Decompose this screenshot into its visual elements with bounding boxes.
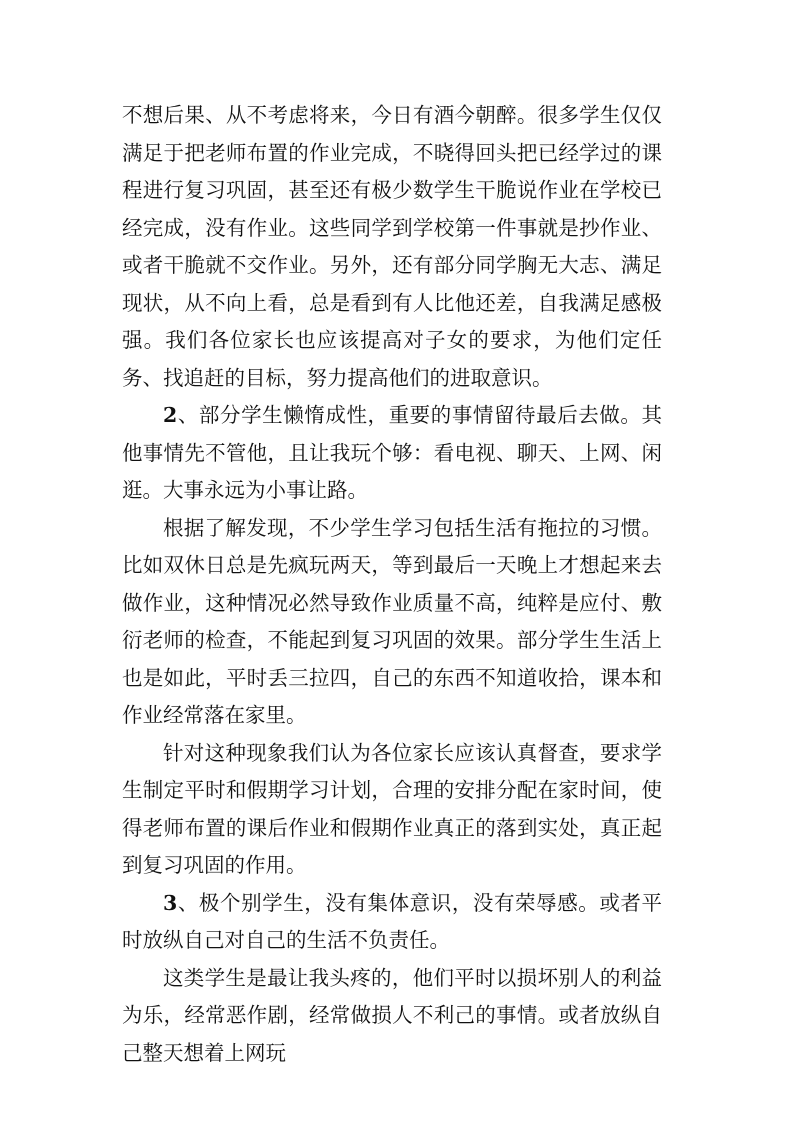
paragraph-2-text: 、部分学生懒惰成性，重要的事情留待最后去做。其他事情先不管他，且让我玩个够：看电视、聊天、上网、闲逛。大事永远为小事让路。 <box>122 403 662 502</box>
paragraph-3 <box>122 510 662 735</box>
paragraph-1-text: 不想后果、从不考虑将来，今日有酒今朝醉。很多学生仅仅满足于把老师布置的作业完成，不晓得回头把已经学过的课程进行复习巩固，甚至还有极少数学生干脆说作业在学校已经完成，没有作业。这些同学到学校第一件事就是抄作业、或者干脆就不交作业。另外，还有部分同学胸无大志、满足现状，从不向上看，总是看到有人比他还差，自我满足感极强。我们各位家长也应该提高对子女的要求，为他们定任务、找追赶的目标，努力提高他们的进取意识。 <box>122 103 662 390</box>
paragraph-5 <box>122 885 662 960</box>
document-body <box>122 97 662 1072</box>
paragraph-3-text: 根据了解发现，不少学生学习包括生活有拖拉的习惯。比如双休日总是先疯玩两天，等到最后一天晚上才想起来去做作业，这种情况必然导致作业质量不高，纯粹是应付、敷衍老师的检查，不能起到复习巩固的效果。部分学生生活上也是如此，平时丢三拉四，自己的东西不知道收拾，课本和作业经常落在家里。 <box>122 515 662 727</box>
paragraph-4-text: 针对这种现象我们认为各位家长应该认真督查，要求学生制定平时和假期学习计划，合理的安排分配在家时间，使得老师布置的课后作业和假期作业真正的落到实处，真正起到复习巩固的作用。 <box>122 740 662 877</box>
paragraph-6-text: 这类学生是最让我头疼的，他们平时以损坏别人的利益为乐，经常恶作剧，经常做损人不利己的事情。或者放纵自己整天想着上网玩 <box>122 965 662 1065</box>
paragraph-6 <box>122 960 662 1073</box>
list-number-3: 3 <box>163 890 178 915</box>
paragraph-4 <box>122 735 662 885</box>
paragraph-5-text: 、极个别学生，没有集体意识，没有荣辱感。或者平时放纵自己对自己的生活不负责任。 <box>122 890 662 952</box>
paragraph-1 <box>122 97 662 397</box>
paragraph-2 <box>122 397 662 510</box>
list-number-2: 2 <box>163 403 178 427</box>
